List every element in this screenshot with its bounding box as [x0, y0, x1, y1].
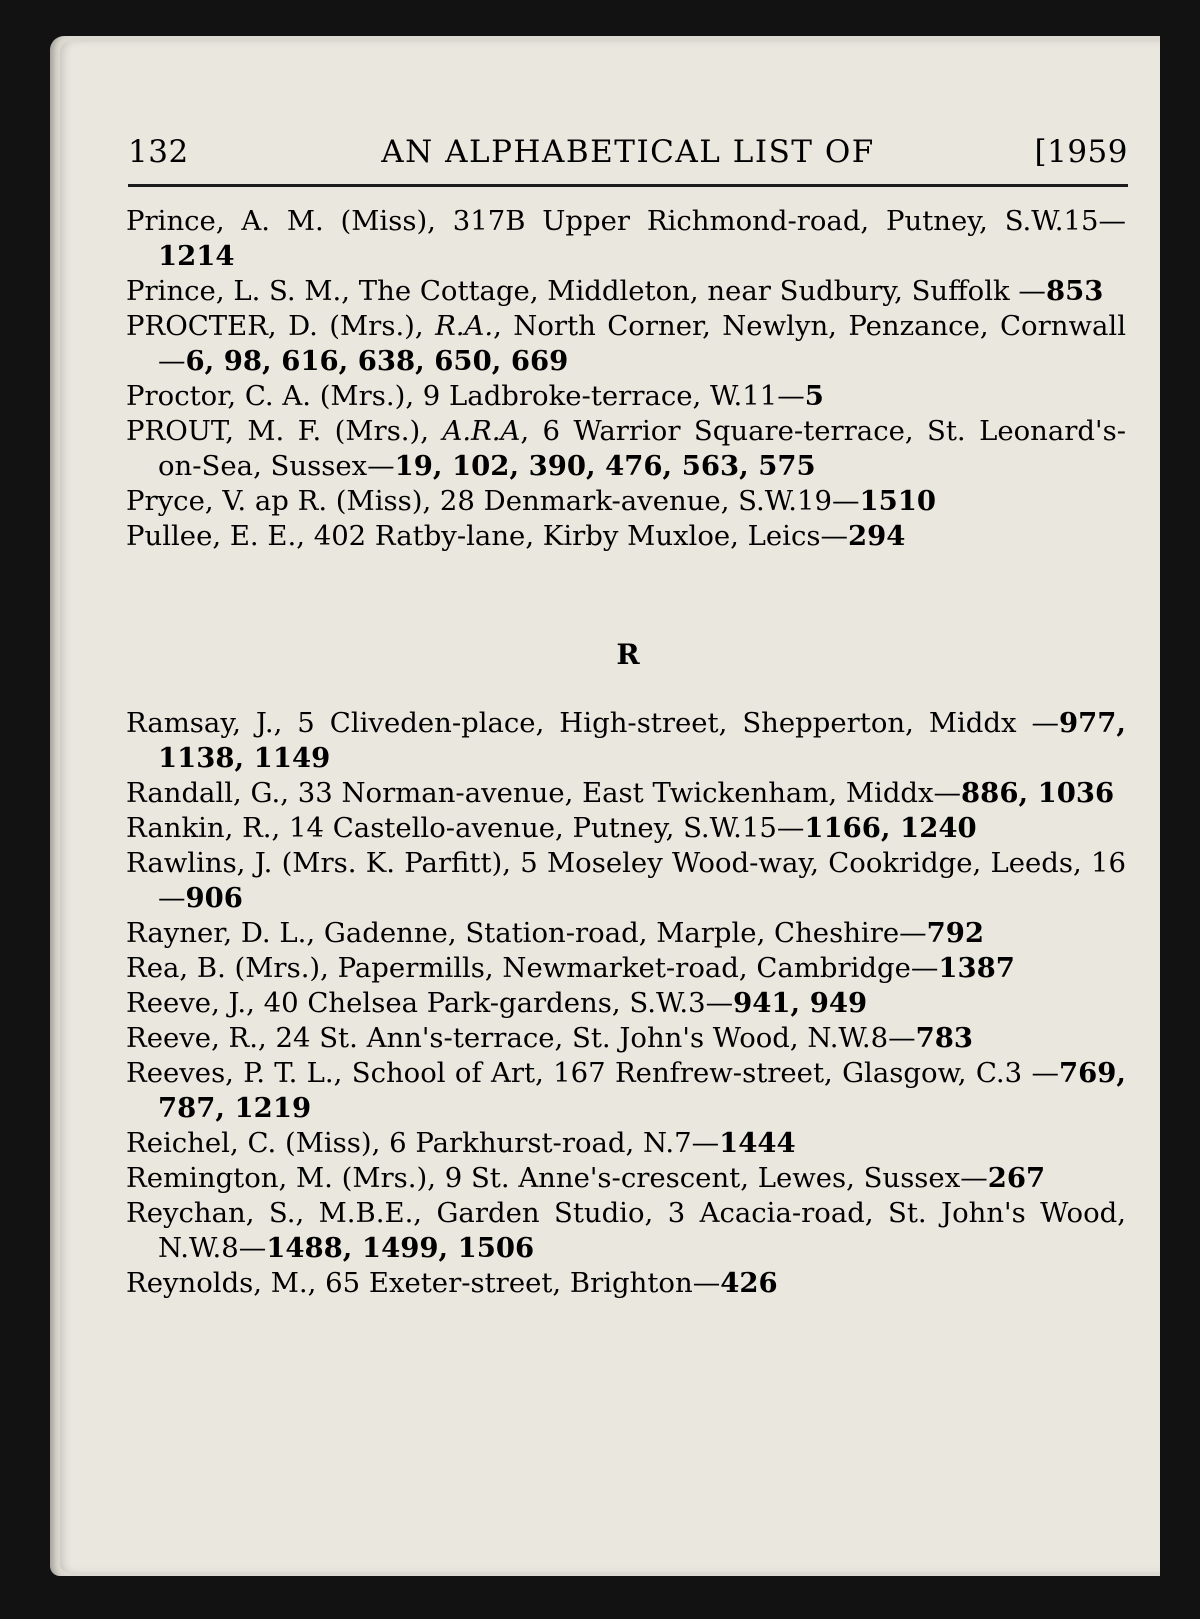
header-year: [1959: [1034, 134, 1128, 170]
list-entry: Reychan, S., M.B.E., Garden Studio, 3 Acacia-road, St. John's Wood, N.W.8—1488, 1499, 1506: [126, 1197, 1126, 1264]
list-entry: Prince, L. S. M., The Cottage, Middleton, near Sudbury, Suffolk —853: [126, 275, 1104, 307]
list-entry: Reeve, R., 24 St. Ann's-terrace, St. John's Wood, N.W.8—783: [126, 1022, 974, 1054]
list-entry: Reichel, C. (Miss), 6 Parkhurst-road, N.7—1444: [126, 1127, 796, 1159]
list-entry: PROCTER, D. (Mrs.), R.A., North Corner, Newlyn, Penzance, Cornwall—6, 98, 616, 638, 650, 669: [126, 310, 1126, 377]
running-header: [128, 134, 1128, 174]
section-letter: R: [616, 638, 640, 671]
list-entry: Rankin, R., 14 Castello-avenue, Putney, S.W.15—1166, 1240: [126, 812, 977, 844]
list-entry: Ramsay, J., 5 Cliveden-place, High-street, Shepperton, Middx —977, 1138, 1149: [126, 707, 1126, 774]
list-entry: Reynolds, M., 65 Exeter-street, Brighton—426: [126, 1267, 778, 1299]
list-entry: Pullee, E. E., 402 Ratby-lane, Kirby Muxloe, Leics—294: [126, 520, 906, 552]
list-entry: PROUT, M. F. (Mrs.), A.R.A, 6 Warrior Square-terrace, St. Leonard's-on-Sea, Sussex—19, 102, 390, 476, 563, 575: [126, 415, 1127, 482]
list-entry: Reeve, J., 40 Chelsea Park-gardens, S.W.3—941, 949: [126, 987, 868, 1019]
list-entry: Rayner, D. L., Gadenne, Station-road, Marple, Cheshire—792: [126, 917, 985, 949]
list-entry: Proctor, C. A. (Mrs.), 9 Ladbroke-terrace, W.11—5: [126, 380, 824, 412]
list-entry: Prince, A. M. (Miss), 317B Upper Richmond-road, Putney, S.W.15—1214: [126, 205, 1126, 272]
list-entry: Rea, B. (Mrs.), Papermills, Newmarket-road, Cambridge—1387: [126, 952, 1015, 984]
header-rule: [128, 184, 1128, 187]
list-entry: Randall, G., 33 Norman-avenue, East Twickenham, Middx—886, 1036: [126, 777, 1115, 809]
p-entries-list: [126, 204, 1126, 554]
list-entry: Pryce, V. ap R. (Miss), 28 Denmark-avenue, S.W.19—1510: [126, 485, 937, 517]
list-entry: Reeves, P. T. L., School of Art, 167 Renfrew-street, Glasgow, C.3 —769, 787, 1219: [126, 1057, 1126, 1124]
running-title: AN ALPHABETICAL LIST OF: [381, 134, 875, 170]
list-entry: Rawlins, J. (Mrs. K. Parfitt), 5 Moseley Wood-way, Cookridge, Leeds, 16—906: [126, 847, 1126, 914]
list-entry: Remington, M. (Mrs.), 9 St. Anne's-crescent, Lewes, Sussex—267: [126, 1162, 1046, 1194]
r-entries-list: [126, 706, 1126, 1301]
page-number: 132: [128, 134, 189, 170]
